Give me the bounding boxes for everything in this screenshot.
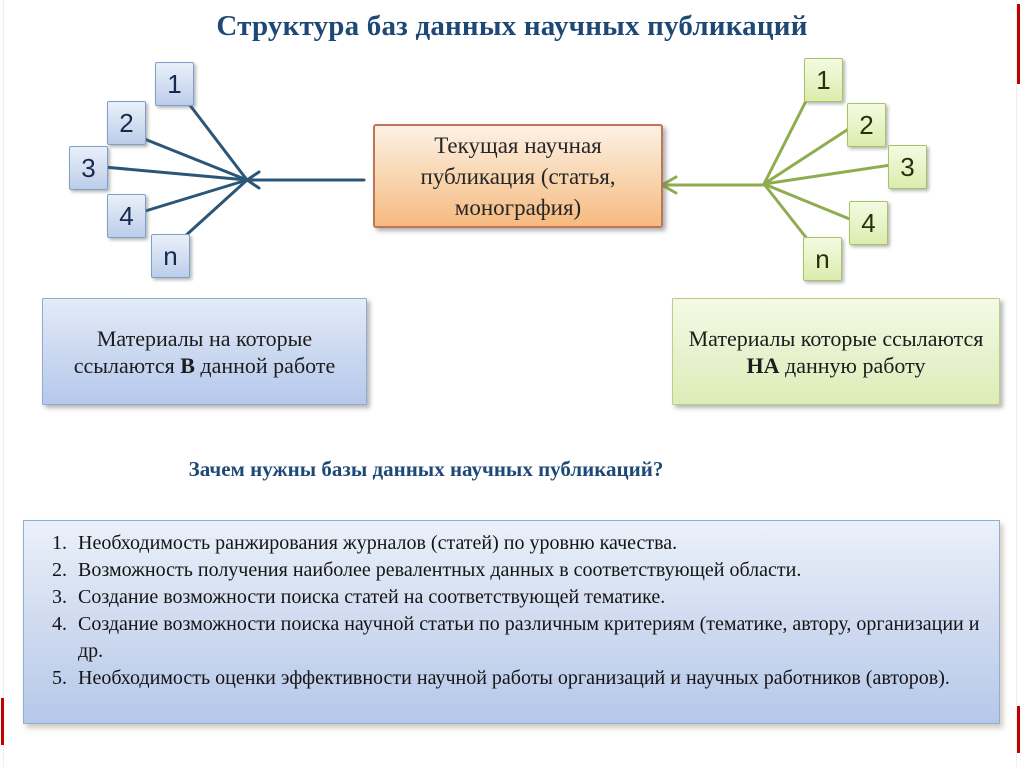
node-label: 1 <box>167 68 182 99</box>
node-label: 1 <box>816 64 831 95</box>
node-label: 4 <box>119 200 134 231</box>
reason-item-1: 1. Необходимость ранжирования журналов (статей) по уровню качества. <box>72 530 989 557</box>
node-label: 4 <box>861 207 876 238</box>
caption-text-before: Материалы на которые ссылаются <box>73 325 313 378</box>
reason-item-2: 2. Возможность получения наиболее ревалентных данных в соответствующей области. <box>72 557 989 584</box>
caption-bold-word: В <box>180 352 195 378</box>
citing-node-3 <box>888 145 927 189</box>
node-label: 3 <box>81 152 96 183</box>
caption-text-after: данной работе <box>194 352 336 378</box>
cited-node-2 <box>107 101 146 145</box>
node-label: n <box>163 240 178 271</box>
cited-node-n <box>151 234 190 278</box>
red-accent-bottom-right <box>1017 706 1020 753</box>
reasons-list <box>24 530 989 692</box>
reason-item-3: 3. Создание возможности поиска статей на соответствующей тематике. <box>72 584 989 611</box>
question-heading: Зачем нужны базы данных научных публикаций? <box>188 457 664 481</box>
red-accent-bottom-left <box>1 698 4 745</box>
citing-node-4 <box>849 201 888 245</box>
reasons-list-box <box>23 520 1000 724</box>
current-publication-box <box>373 124 663 228</box>
node-label: 2 <box>859 109 874 140</box>
cited-node-4 <box>107 194 146 238</box>
node-label: 3 <box>900 151 915 182</box>
node-label: 2 <box>119 107 134 138</box>
citing-node-2 <box>847 103 886 147</box>
reason-item-5: 5. Необходимость оценки эффективности научной работы организаций и научных работников (авторов). <box>72 665 989 692</box>
current-publication-label: Текущая научная публикация (статья, монография) <box>420 132 616 220</box>
cited-node-1 <box>155 62 194 106</box>
caption-text-after: данную работу <box>779 352 926 378</box>
caption-text-before: Материалы которые ссылаются <box>688 325 984 351</box>
citing-node-1 <box>804 58 843 102</box>
cited-materials-caption <box>42 298 367 405</box>
caption-bold-word: НА <box>746 352 780 378</box>
citing-node-n <box>803 237 842 281</box>
reason-item-4: 4. Создание возможности поиска научной статьи по различным критериям (тематике, автору, организации и др. <box>72 611 989 665</box>
slide-title: Структура баз данных научных публикаций <box>216 10 808 42</box>
cited-node-3 <box>69 146 108 190</box>
cited-caption-text <box>49 325 360 379</box>
citing-materials-caption <box>672 298 1000 405</box>
citing-caption-text <box>679 325 993 379</box>
node-label: n <box>815 243 830 274</box>
